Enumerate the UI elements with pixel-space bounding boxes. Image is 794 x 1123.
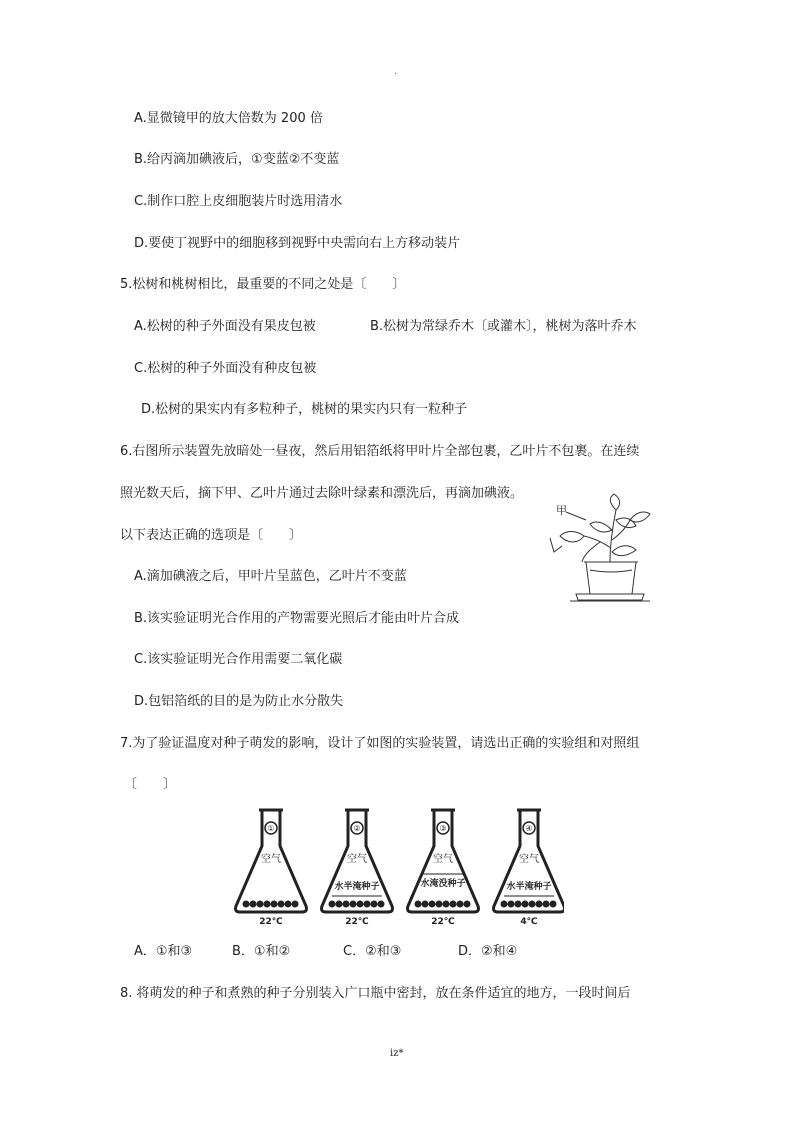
flask-2-air: 空气 bbox=[347, 854, 367, 865]
q6-stem-line1: 6.右图所示装置先放暗处一昼夜，然后用铝箔纸将甲叶片全部包裹，乙叶片不包裹。在连续 bbox=[120, 444, 640, 459]
flask-1-air: 空气 bbox=[261, 854, 281, 865]
q6-stem-line2: 照光数天后，摘下甲、乙叶片通过去除叶绿素和漂洗后，再滴加碘液。 bbox=[120, 486, 524, 501]
q4-option-c: C.制作口腔上皮细胞装片时选用清水 bbox=[134, 194, 343, 209]
header-mark: . bbox=[394, 66, 398, 77]
flask-1 bbox=[236, 810, 307, 926]
flask-3-number: ③ bbox=[439, 824, 447, 833]
plant-figure bbox=[540, 490, 670, 605]
flask-3 bbox=[408, 810, 479, 926]
flask-1-temp: 22℃ bbox=[259, 917, 283, 926]
flask-3-temp: 22℃ bbox=[431, 917, 455, 926]
potted-plant-icon bbox=[540, 490, 670, 605]
q6-stem-line3: 以下表达正确的选项是〔 〕 bbox=[120, 528, 303, 543]
q8-stem-line1: 8. 将萌发的种子和煮熟的种子分别装入广口瓶中密封，放在条件适宜的地方，一段时间后 bbox=[120, 986, 631, 1001]
q7-answer-d: D．②和④ bbox=[458, 944, 518, 959]
flask-4-number: ④ bbox=[525, 824, 533, 833]
flask-3-air: 空气 bbox=[433, 854, 453, 865]
q5-option-a: A.松树的种子外面没有果皮包被 bbox=[134, 319, 316, 334]
q7-answer-b: B．①和② bbox=[232, 944, 291, 959]
flask-1-number: ① bbox=[267, 824, 275, 833]
plant-label-jia: 甲 bbox=[556, 504, 567, 517]
q4-option-b: B.给丙滴加碘液后，①变蓝②不变蓝 bbox=[134, 152, 340, 167]
flask-2-number: ② bbox=[353, 824, 361, 833]
flask-4-water: 水半淹种子 bbox=[506, 882, 552, 892]
q7-answer-a: A．①和③ bbox=[134, 944, 193, 959]
q7-stem-line2: 〔 〕 bbox=[124, 777, 177, 792]
flask-2 bbox=[322, 810, 393, 926]
q5-option-b: B.松树为常绿乔木〔或灌木〕，桃树为落叶乔木 bbox=[370, 319, 637, 334]
flask-2-temp: 22℃ bbox=[345, 917, 369, 926]
q7-stem-line1: 7.为了验证温度对种子萌发的影响，设计了如图的实验装置，请选出正确的实验组和对照组 bbox=[120, 736, 640, 751]
q4-option-d: D.要使丁视野中的细胞移到视野中央需向右上方移动装片 bbox=[134, 236, 461, 251]
flask-4-temp: 4℃ bbox=[520, 917, 538, 926]
flask-figure bbox=[232, 806, 564, 926]
q6-option-c: C.该实验证明光合作用需要二氧化碳 bbox=[134, 652, 343, 667]
flask-array bbox=[232, 806, 564, 926]
q7-answer-c: C．②和③ bbox=[343, 944, 402, 959]
footer-mark: iz* bbox=[390, 1048, 404, 1059]
flask-2-water: 水半淹种子 bbox=[334, 882, 380, 892]
flask-4-air: 空气 bbox=[519, 854, 539, 865]
flask-3-water: 水淹没种子 bbox=[420, 879, 466, 889]
q5-stem: 5.松树和桃树相比，最重要的不同之处是〔 〕 bbox=[120, 277, 406, 292]
q6-option-a: A.滴加碘液之后，甲叶片呈蓝色，乙叶片不变蓝 bbox=[134, 569, 407, 584]
q5-option-c: C.松树的种子外面没有种皮包被 bbox=[134, 361, 317, 376]
q6-option-b: B.该实验证明光合作用的产物需要光照后才能由叶片合成 bbox=[134, 611, 460, 626]
q5-option-d: D.松树的果实内有多粒种子，桃树的果实内只有一粒种子 bbox=[141, 402, 468, 417]
flask-4 bbox=[494, 810, 565, 926]
q6-option-d: D.包铝箔纸的目的是为防止水分散失 bbox=[134, 694, 344, 709]
q4-option-a: A.显微镜甲的放大倍数为 200 倍 bbox=[134, 111, 323, 126]
